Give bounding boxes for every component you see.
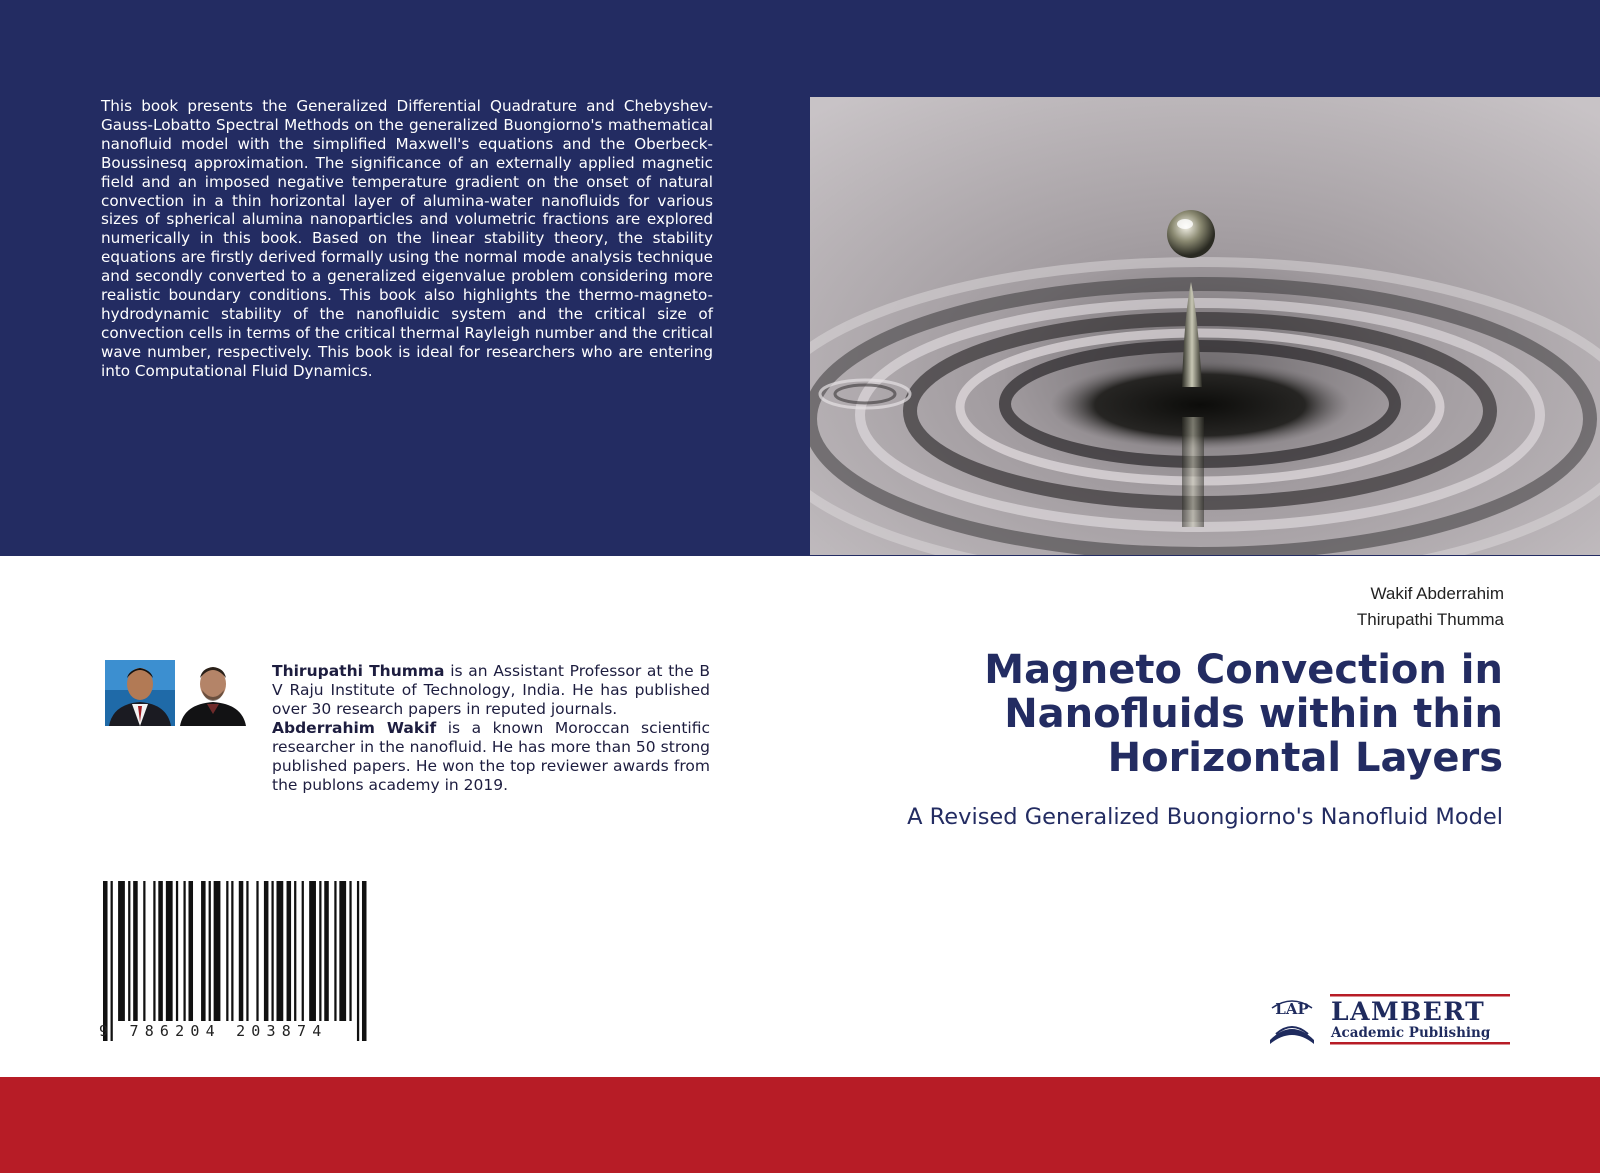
barcode-bar <box>176 881 178 1021</box>
barcode-bar <box>214 881 221 1021</box>
barcode-bar <box>153 881 155 1021</box>
publisher-name: LAMBERT <box>1331 997 1486 1026</box>
barcode-bar <box>362 881 367 1041</box>
barcode-bar <box>183 881 185 1021</box>
barcode-bar <box>166 881 173 1021</box>
barcode-bar <box>118 881 125 1021</box>
barcode-bar <box>319 881 321 1021</box>
title-line: Magneto Convection in <box>984 647 1503 693</box>
barcode-bar <box>103 881 108 1041</box>
publisher-logo <box>1262 990 1514 1046</box>
barcode-bar <box>357 881 359 1041</box>
barcode-bar <box>309 881 316 1021</box>
publisher-mark: LAP <box>1275 1000 1309 1018</box>
barcode-bar <box>339 881 346 1021</box>
book-subtitle: A Revised Generalized Buongiorno's Nanofluid Model <box>907 804 1503 830</box>
barcode-bar <box>334 881 336 1021</box>
title-line: Horizontal Layers <box>1107 735 1503 781</box>
cover-bottom-band <box>0 1077 1600 1173</box>
publisher-tagline: Academic Publishing <box>1331 1025 1491 1041</box>
barcode-bar <box>239 881 244 1021</box>
barcode-bar <box>133 881 138 1021</box>
front-cover-authors <box>1357 581 1504 633</box>
barcode-bar <box>276 881 283 1021</box>
barcode-bar <box>256 881 258 1021</box>
barcode-bar <box>246 881 248 1021</box>
author-name-bold: Thirupathi Thumma <box>272 662 445 680</box>
author-name-bold: Abderrahim Wakif <box>272 719 437 737</box>
barcode-bar <box>111 881 113 1041</box>
barcode-bar <box>271 881 273 1021</box>
water-drop-photo <box>810 97 1600 555</box>
barcode-bar <box>188 881 193 1021</box>
author-photo-wakif <box>178 660 248 726</box>
author-name: Thirupathi Thumma <box>1356 610 1504 629</box>
barcode-bar <box>209 881 211 1021</box>
barcode-bar <box>226 881 228 1021</box>
barcode-bar <box>201 881 206 1021</box>
author-name: Wakif Abderrahim <box>1370 584 1504 603</box>
barcode-bar <box>264 881 269 1021</box>
barcode-bar <box>287 881 292 1021</box>
barcode-bar <box>324 881 329 1021</box>
barcode-bar <box>231 881 233 1021</box>
back-cover-blurb: This book presents the Generalized Differential Quadrature and Chebyshev-Gauss-Lobatto Spectral Methods on the generalized Buongiorno's mathematical nanofluid model with the simplified Maxwell's equations and the Oberbeck-Boussinesq approximation. The significance of an externally applied magnetic field and an imposed negative temperature gradient on the onset of natural convection in a thin horizontal layer of alumina-water nanofluids for various sizes of spherical alumina nanoparticles and volumetric fractions are explored numerically in this book. Based on the linear stability theory, the stability equations are firstly derived formally using the normal mode analysis technique and secondly converted to a generalized eigenvalue problem considering more realistic boundary conditions. This book also highlights the thermo-magneto-hydrodynamic stability of the nanofluidic system and the critical size of convection cells in terms of the critical thermal Rayleigh number and the critical wave number, respectively. This book is ideal for researchers who are entering into Computational Fluid Dynamics. <box>101 97 713 380</box>
author-bios <box>272 662 710 795</box>
author-bio-text: is an Assistant Professor at the B V Raju Institute of Technology, India. He has published over 30 research papers in reputed journals. <box>272 662 710 718</box>
barcode-bar <box>349 881 351 1021</box>
book-title <box>803 648 1503 780</box>
barcode-bar <box>143 881 145 1021</box>
barcode-bar <box>158 881 163 1021</box>
isbn-barcode <box>103 881 367 1041</box>
barcode-bar <box>128 881 130 1021</box>
barcode-bar <box>302 881 304 1021</box>
author-photo-thumma <box>105 660 175 726</box>
isbn-digits: 9 786204 203874 <box>99 1022 328 1040</box>
author-bio-text: is a known Moroccan scientific researcher in the nanofluid. He has more than 50 strong published papers. He won the top reviewer awards from the publons academy in 2019. <box>272 719 710 794</box>
barcode-bar <box>294 881 296 1021</box>
title-line: Nanofluids within thin <box>1004 691 1503 737</box>
